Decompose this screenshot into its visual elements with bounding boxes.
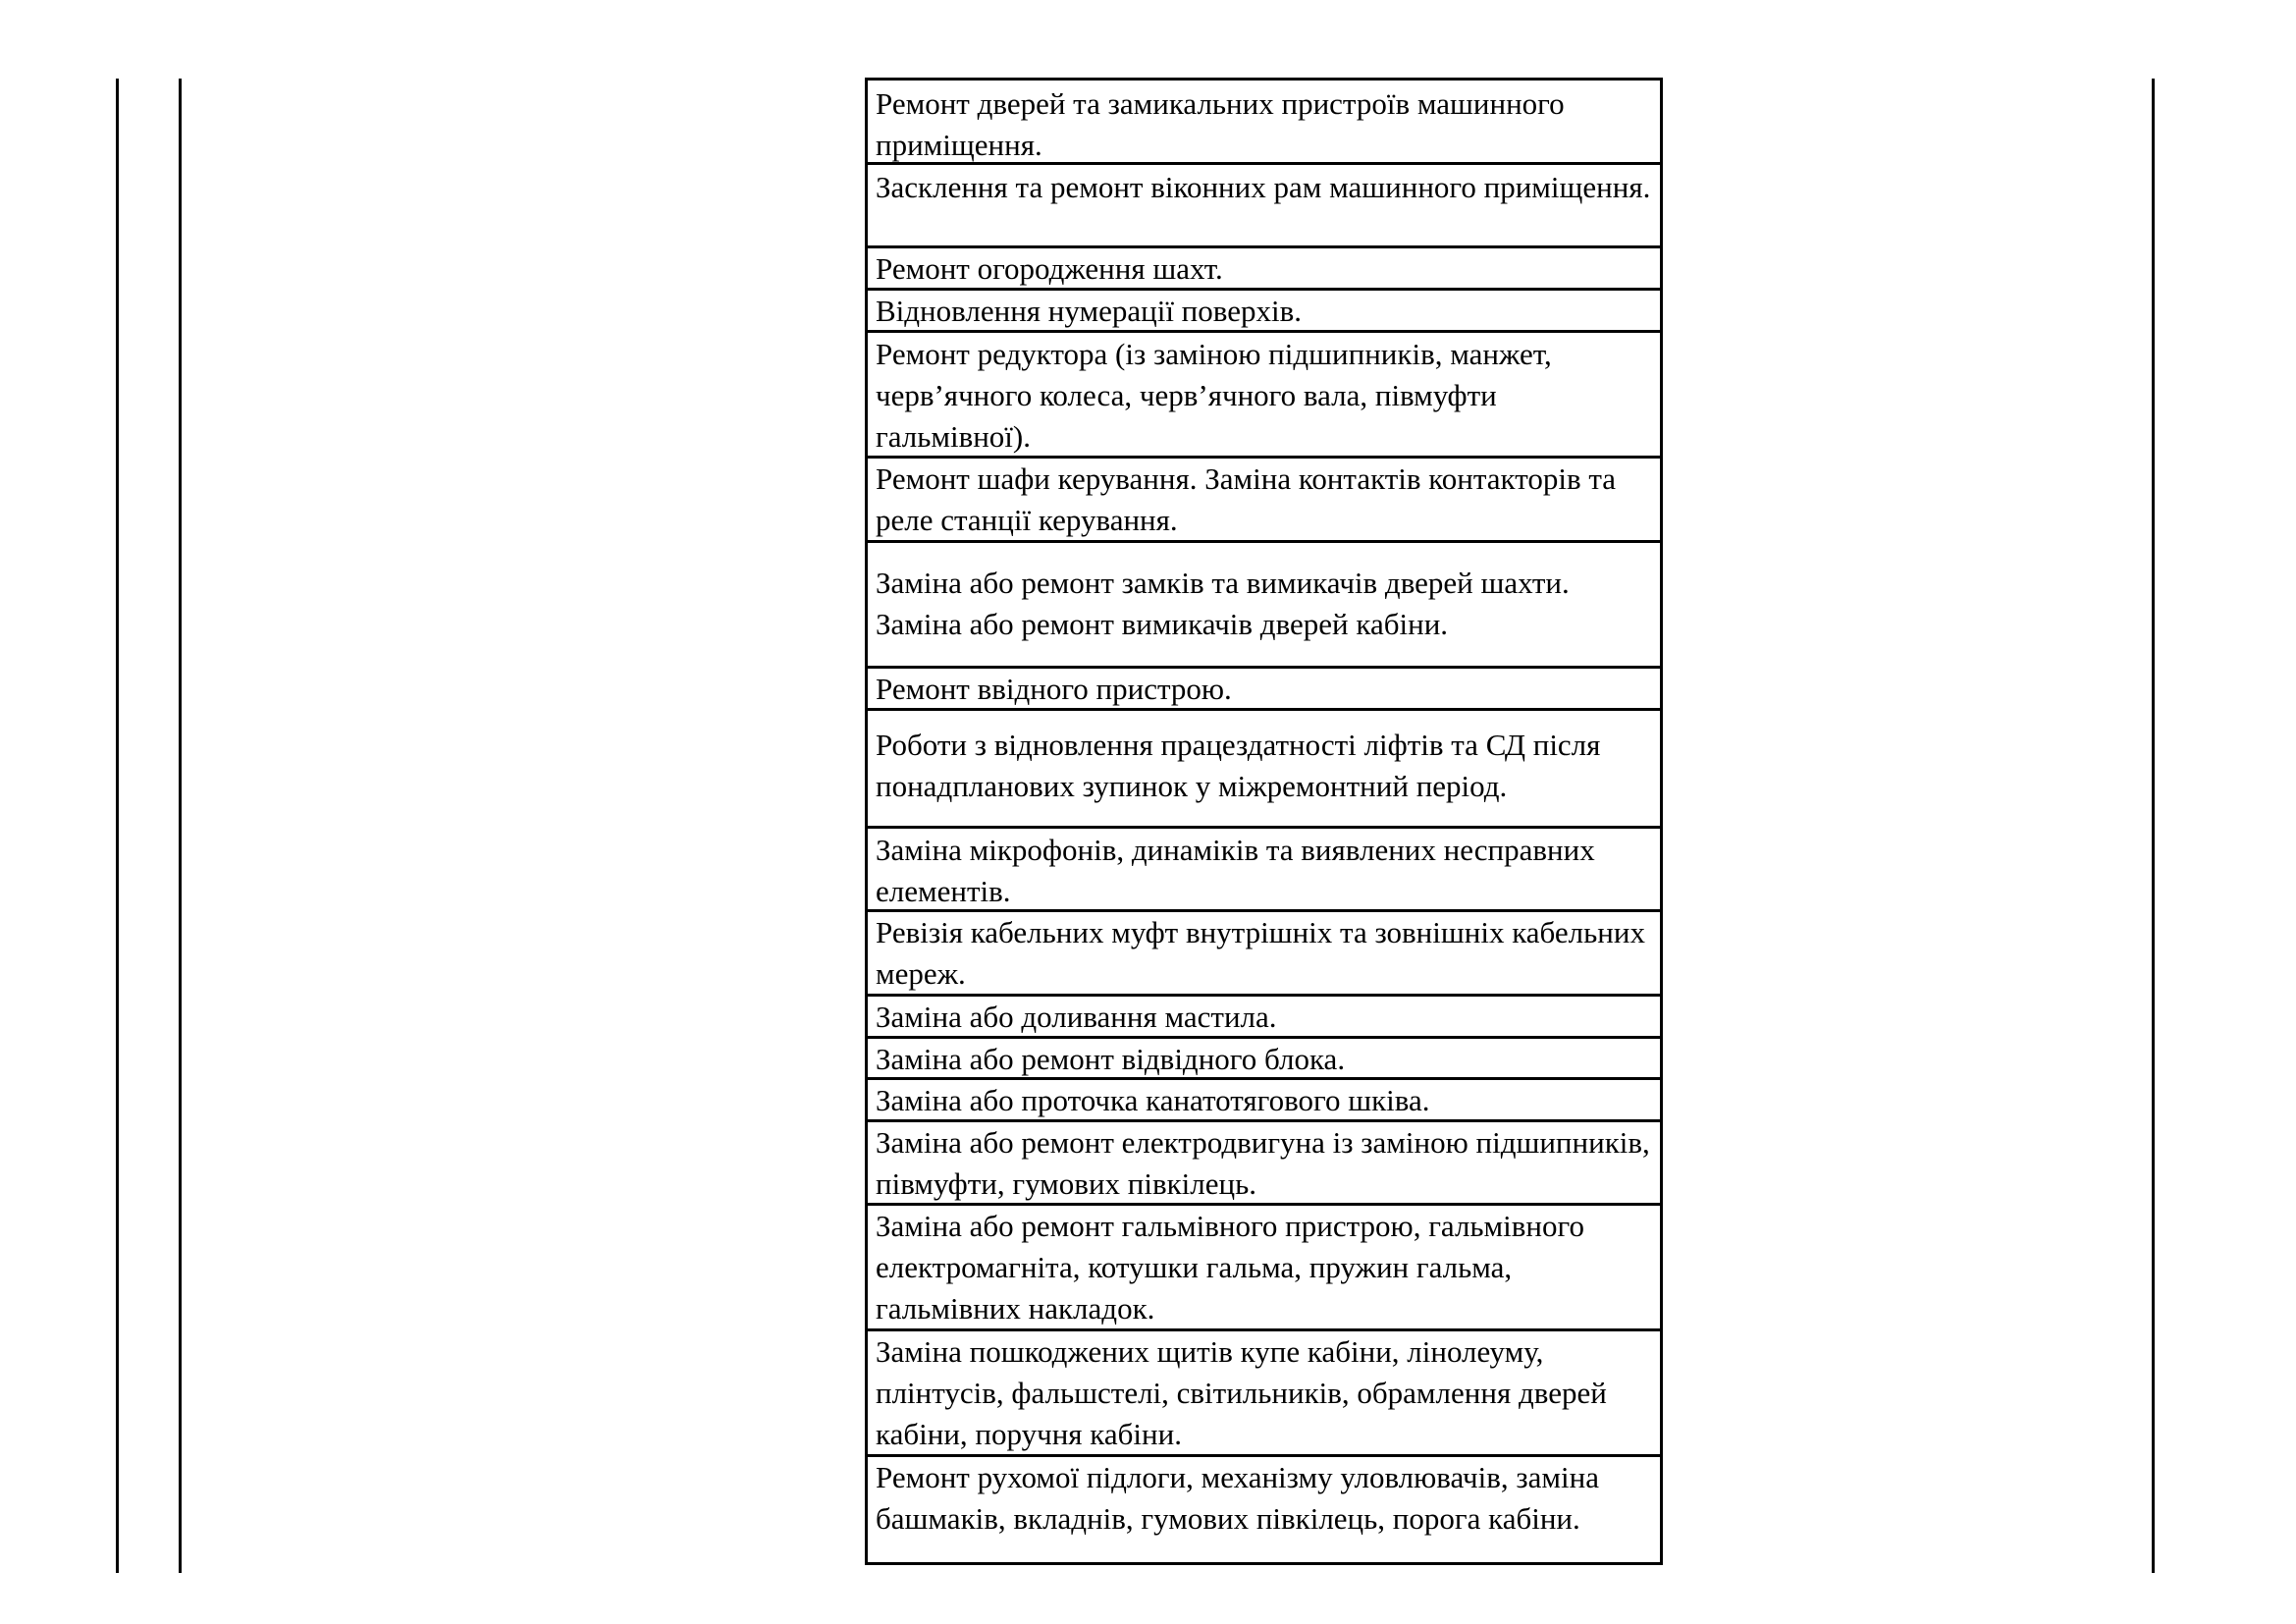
table-row bbox=[868, 1039, 1660, 1080]
table-row bbox=[868, 711, 1660, 829]
table-row bbox=[868, 669, 1660, 711]
table-cell-text: Заміна або ремонт відвідного блока. bbox=[876, 1042, 1346, 1076]
table-cell-text: Ремонт шафи керування. Заміна контактів контакторів та реле станції керування. bbox=[876, 461, 1617, 537]
table-cell-text: Заміна пошкоджених щитів купе кабіни, лінолеуму, плінтусів, фальшстелі, світильників, обрамлення дверей кабіни, поручня кабіни. bbox=[876, 1334, 1607, 1451]
table-row bbox=[868, 291, 1660, 333]
table-cell-text: Заміна або ремонт електродвигуна із заміною підшипників, півмуфти, гумових півкілець. bbox=[876, 1125, 1650, 1201]
table-cell-text: Заміна або доливання мастила. bbox=[876, 1000, 1277, 1034]
table-row bbox=[868, 912, 1660, 997]
table-cell-text: Роботи з відновлення працездатності ліфтів та СД після понадпланових зупинок у міжремонтний період. bbox=[876, 728, 1601, 803]
left-border-line-1 bbox=[116, 79, 119, 1573]
table-row bbox=[868, 997, 1660, 1039]
table-cell-text: Ремонт рухомої підлоги, механізму уловлювачів, заміна башмаків, вкладнів, гумових півкілець, порога кабіни. bbox=[876, 1460, 1599, 1536]
table-cell-text: Заміна або проточка канатотягового шківа. bbox=[876, 1083, 1430, 1117]
table-row bbox=[868, 333, 1660, 459]
table-row bbox=[868, 1331, 1660, 1457]
table-cell-text: Ремонт редуктора (із заміною підшипників, манжет, черв’ячного колеса, черв’ячного вала, півмуфти гальмівної). bbox=[876, 337, 1552, 454]
table-row bbox=[868, 1206, 1660, 1331]
right-border-line bbox=[2152, 79, 2155, 1573]
table-cell-text: Ремонт огородження шахт. bbox=[876, 251, 1223, 286]
table-row bbox=[868, 543, 1660, 669]
table-cell-text: Ревізія кабельних муфт внутрішніх та зовнішніх кабельних мереж. bbox=[876, 915, 1645, 991]
table-row bbox=[868, 248, 1660, 291]
table-row bbox=[868, 829, 1660, 912]
table-cell-text: Засклення та ремонт віконних рам машинного приміщення. bbox=[876, 170, 1651, 204]
table-row bbox=[868, 1080, 1660, 1122]
table-cell-text: Заміна або ремонт гальмівного пристрою, гальмівного електромагніта, котушки гальма, пружин гальма, гальмівних накладок. bbox=[876, 1209, 1584, 1326]
left-border-line-2 bbox=[179, 79, 182, 1573]
table-cell-text: Ремонт ввідного пристрою. bbox=[876, 672, 1232, 706]
table-row bbox=[868, 165, 1660, 248]
table-row bbox=[868, 1122, 1660, 1206]
table-row bbox=[868, 1457, 1660, 1565]
table-cell-text: Відновлення нумерації поверхів. bbox=[876, 294, 1302, 328]
table-row bbox=[868, 81, 1660, 165]
table-row bbox=[868, 459, 1660, 543]
table-cell-text: Ремонт дверей та замикальних пристроїв машинного приміщення. bbox=[876, 86, 1565, 162]
works-table bbox=[865, 78, 1663, 1565]
table-cell-text: Заміна або ремонт замків та вимикачів дверей шахти. Заміна або ремонт вимикачів дверей кабіни. bbox=[876, 566, 1570, 641]
table-cell-text: Заміна мікрофонів, динаміків та виявлених несправних елементів. bbox=[876, 833, 1595, 908]
